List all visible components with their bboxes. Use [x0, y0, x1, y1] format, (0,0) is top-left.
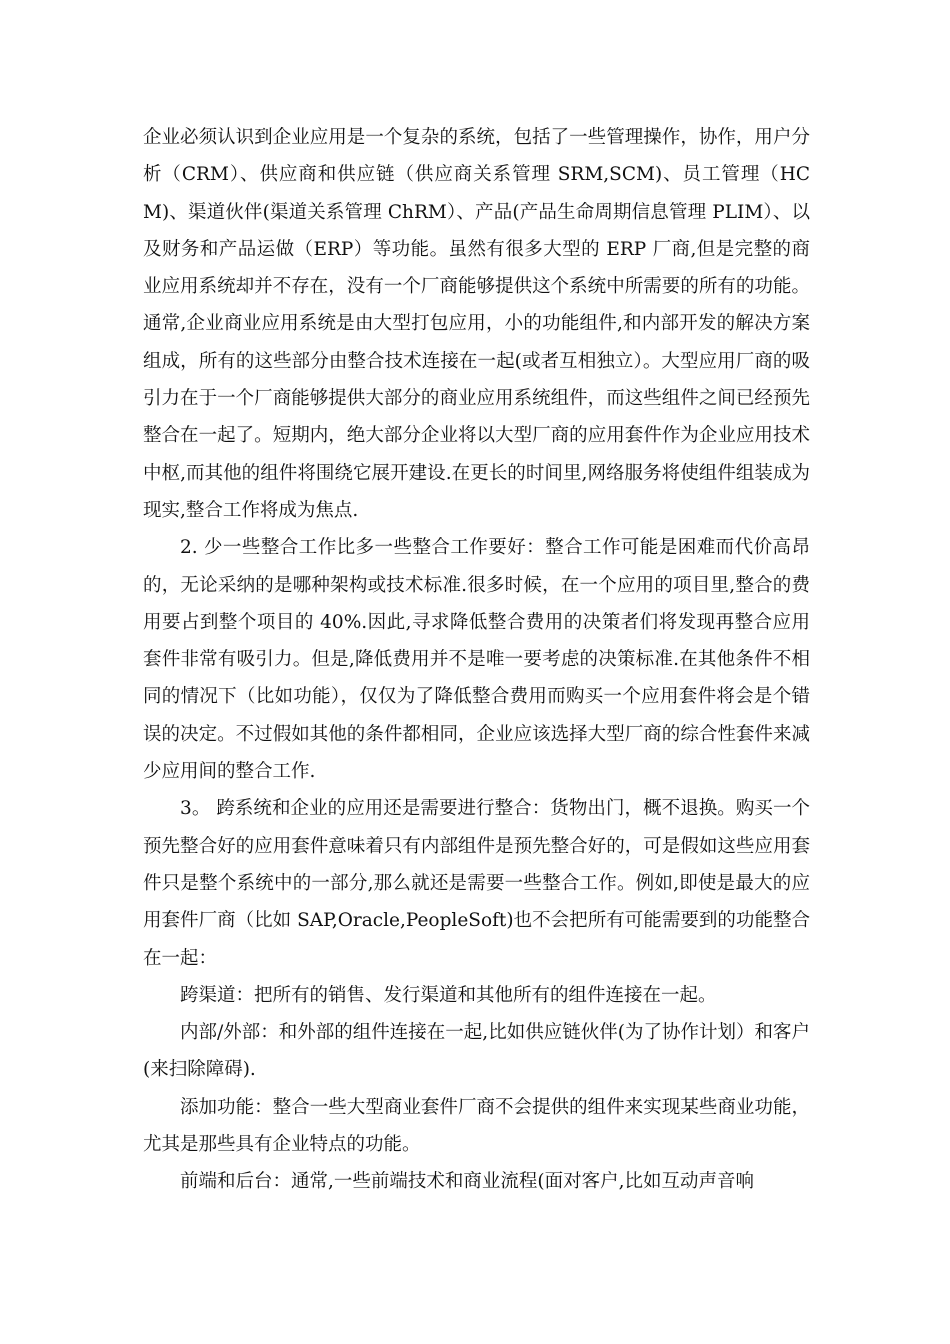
paragraph-front-back-office: 前端和后台：通常,一些前端技术和商业流程(面对客户,比如互动声音响	[180, 1171, 754, 1193]
paragraph-cross-channel: 跨渠道：把所有的销售、发行渠道和其他所有的组件连接在一起。	[180, 984, 717, 1006]
paragraph-point-3: 3。 跨系统和企业的应用还是需要进行整合：货物出门，概不退换。购买一个预先整合好的应用套件意味着只有内部组件是预先整合好的，可是假如这些应用套件只是整个系统中的一部分,那么就还是需要一些整合工作。例如,即使是最大的应用套件厂商（比如 SAP,Oracle,PeopleSoft)也不会把所有可能需要到的功能整合在一起：	[143, 798, 810, 969]
paragraph-internal-external: 内部/外部：和外部的组件连接在一起,比如供应链伙伴(为了协作计划）和客户(来扫除障碍).	[143, 1022, 810, 1081]
document-body	[143, 119, 810, 1201]
paragraph-point-2: 2. 少一些整合工作比多一些整合工作要好：整合工作可能是困难而代价高昂的，无论采纳的是哪种架构或技术标准.很多时候，在一个应用的项目里,整合的费用要占到整个项目的 40%.因此,寻求降低整合费用的决策者们将发现再整合应用套件非常有吸引力。但是,降低费用并不是唯一要考虑的决策标准.在其他条件不相同的情况下（比如功能），仅仅为了降低整合费用而购买一个应用套件将会是个错误的决定。不过假如其他的条件都相同，企业应该选择大型厂商的综合性套件来减少应用间的整合工作.	[143, 537, 810, 783]
paragraph-enterprise-apps: 企业必须认识到企业应用是一个复杂的系统，包括了一些管理操作，协作，用户分析（CRM）、供应商和供应链（供应商关系管理 SRM,SCM)、员工管理（HCM)、渠道伙伴(渠道关系管理 ChRM）、产品(产品生命周期信息管理 PLIM）、以及财务和产品运做（ERP）等功能。虽然有很多大型的 ERP 厂商,但是完整的商业应用系统却并不存在，没有一个厂商能够提供这个系统中所需要的所有的功能。通常,企业商业应用系统是由大型打包应用，小的功能组件,和内部开发的解决方案组成，所有的这些部分由整合技术连接在一起(或者互相独立）。大型应用厂商的吸引力在于一个厂商能够提供大部分的商业应用系统组件，而这些组件之间已经预先整合在一起了。短期内，绝大部分企业将以大型厂商的应用套件作为企业应用技术中枢,而其他的组件将围绕它展开建设.在更长的时间里,网络服务将使组件组装成为现实,整合工作将成为焦点.	[143, 127, 810, 521]
paragraph-add-functions: 添加功能：整合一些大型商业套件厂商不会提供的组件来实现某些商业功能，尤其是那些具有企业特点的功能。	[143, 1096, 810, 1156]
